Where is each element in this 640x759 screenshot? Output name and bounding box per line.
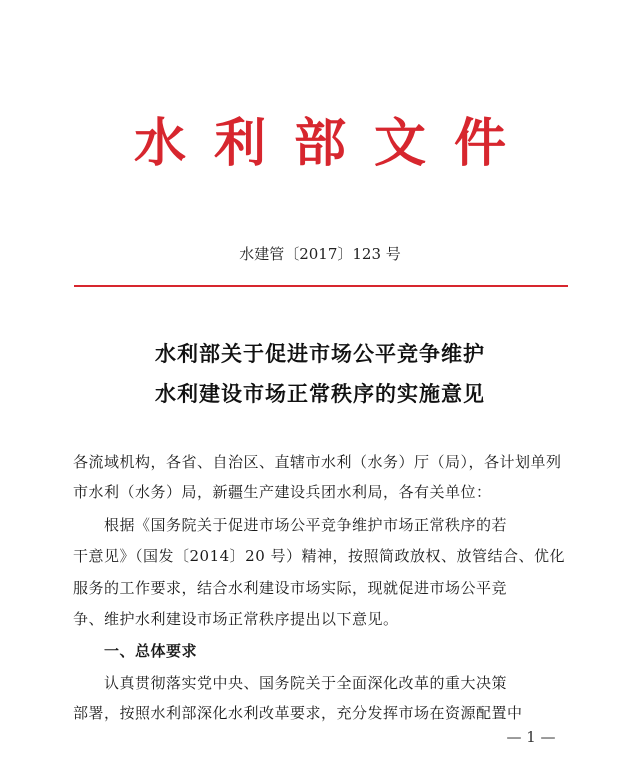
document-title-line-1: 水利部关于促进市场公平竞争维护	[155, 341, 485, 366]
body-line-paragraph-2: 干意见》（国发〔2014〕20 号）精神，按照简政放权、放管结合、优化	[73, 547, 566, 565]
document-number: 水建管〔2017〕123 号	[239, 245, 401, 263]
document-masthead: 水利部文件	[133, 113, 534, 174]
body-line-addressees-1: 各流域机构，各省、自治区、直辖市水利（水务）厅（局），各计划单列	[73, 453, 562, 471]
red-separator-line	[74, 285, 568, 287]
body-line-paragraph-6: 部署，按照水利部深化水利改革要求，充分发挥市场在资源配置中	[73, 704, 523, 722]
body-line-paragraph-5: 认真贯彻落实党中央、国务院关于全面深化改革的重大决策	[73, 674, 508, 692]
section-heading-general-requirements: 一、总体要求	[73, 642, 198, 660]
document-title-line-2: 水利建设市场正常秩序的实施意见	[155, 381, 485, 406]
body-line-addressees-2: 市水利（水务）局，新疆生产建设兵团水利局，各有关单位：	[73, 483, 492, 501]
body-line-paragraph-3: 服务的工作要求，结合水利建设市场实际，现就促进市场公平竞	[73, 579, 508, 597]
body-line-paragraph-4: 争、维护水利建设市场正常秩序提出以下意见。	[73, 610, 399, 628]
page-number: — 1 —	[506, 728, 556, 746]
body-line-paragraph-1: 根据《国务院关于促进市场公平竞争维护市场正常秩序的若	[73, 516, 508, 534]
